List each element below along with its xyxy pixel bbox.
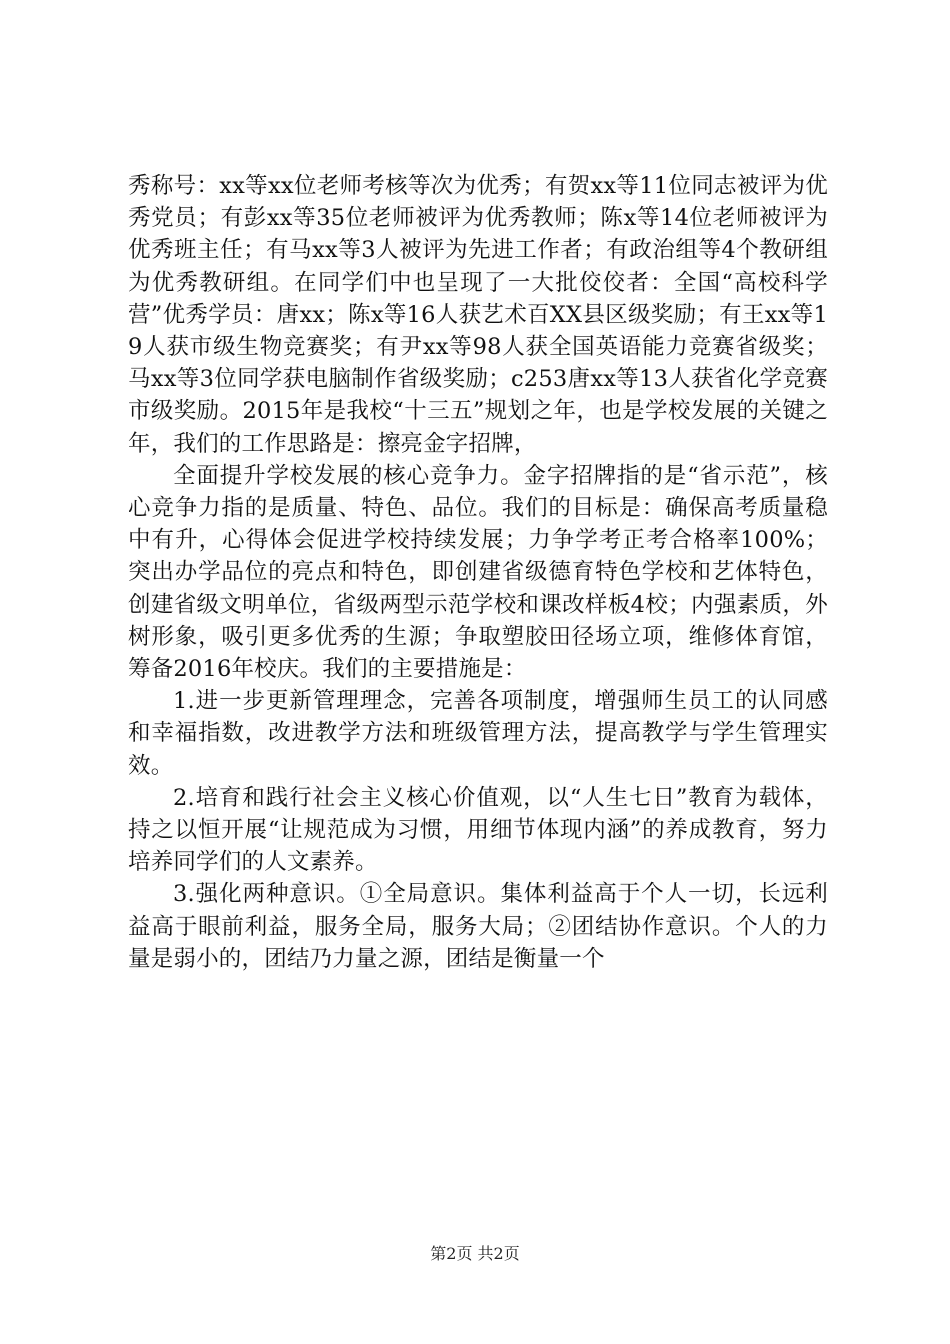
page-number-label: 第2页 共2页	[430, 1244, 520, 1263]
page-footer	[0, 1244, 950, 1264]
document-body	[128, 170, 828, 975]
paragraph-measure-2: 2.培育和践行社会主义核心价值观，以“人生七日”教育为载体，持之以恒开展“让规范成为习惯，用细节体现内涵”的养成教育，努力培养同学们的人文素养。	[128, 784, 828, 876]
paragraph-measure-1: 1.进一步更新管理理念，完善各项制度，增强师生员工的认同感和幸福指数，改进教学方法和班级管理方法，提高教学与学生管理实效。	[128, 688, 828, 779]
paragraph-awards: 秀称号：xx等xx位老师考核等次为优秀；有贺xx等11位同志被评为优秀党员；有彭xx等35位老师被评为优秀教师；陈x等14位老师被评为优秀班主任；有马xx等3人被评为先进工作者；有政治组等4个教研组为优秀教研组。在同学们中也呈现了一大批佼佼者：全国“高校科学营”优秀学员：唐xx；陈x等16人获艺术百XX县区级奖励；有王xx等19人获市级生物竞赛奖；有尹xx等98人获全国英语能力竞赛省级奖；马xx等3位同学获电脑制作省级奖励；c253唐xx等13人获省化学竞赛市级奖励。2015年是我校“十三五”规划之年，也是学校发展的关键之年，我们的工作思路是：擦亮金字招牌，	[128, 173, 828, 457]
paragraph-goals: 全面提升学校发展的核心竞争力。金字招牌指的是“省示范”，核心竞争力指的是质量、特色、品位。我们的目标是：确保高考质量稳中有升，心得体会促进学校持续发展；力争学考正考合格率100%；突出办学品位的亮点和特色，即创建省级德育特色学校和艺体特色，创建省级文明单位，省级两型示范学校和课改样板4校；内强素质，外树形象，吸引更多优秀的生源；争取塑胶田径场立项，维修体育馆，筹备2016年校庆。我们的主要措施是：	[128, 462, 828, 683]
paragraph-measure-3: 3.强化两种意识。①全局意识。集体利益高于个人一切，长远利益高于眼前利益，服务全局，服务大局；②团结协作意识。个人的力量是弱小的，团结乃力量之源，团结是衡量一个	[128, 881, 828, 972]
